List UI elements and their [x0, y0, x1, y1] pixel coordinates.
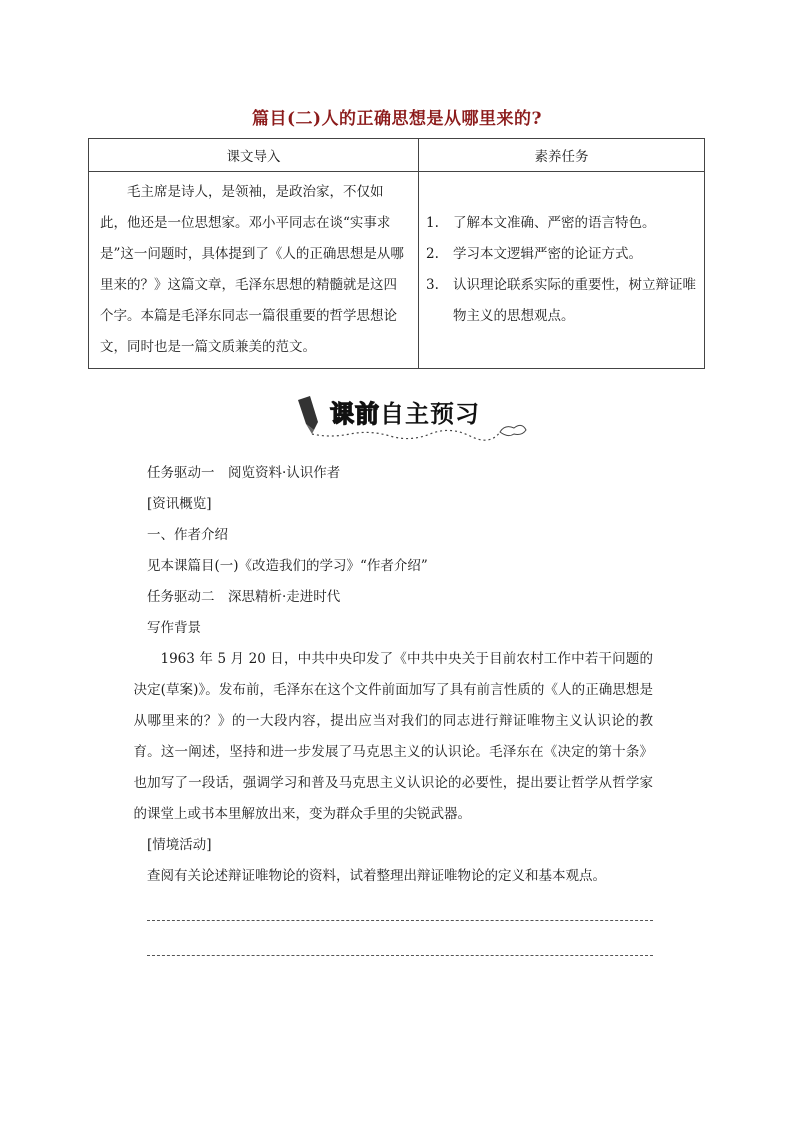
task-number: 1. — [426, 215, 439, 231]
answer-line[interactable] — [147, 920, 653, 921]
banner-part1: 课前 — [330, 400, 380, 428]
task-item — [426, 239, 697, 270]
content-body — [133, 458, 653, 990]
author-heading: 一、作者介绍 — [147, 527, 228, 543]
activity-prompt: 查阅有关论述辩证唯物论的资料，试着整理出辩证唯物论的定义和基本观点。 — [147, 868, 606, 884]
task-text: 认识理论联系实际的重要性，树立辩证唯物主义的思想观点。 — [453, 277, 696, 324]
table-header-row — [89, 139, 705, 172]
header-tasks: 素养任务 — [419, 139, 705, 172]
background-paragraph: 1963 年 5 月 20 日，中共中央印发了《中共中央关于目前农村工作中若干问题的决定(草案)》。发布前，毛泽东在这个文件前面加写了具有前言性质的《人的正确思想是从哪里来的？》的一大段内容，提出应当对我们的同志进行辩证唯物主义认识论的教育。这一阐述，坚持和进一步发展了马克思主义的认识论。毛泽东在《决定的第十条》也加写了一段话，强调学习和普及马克思主义认识论的必要性，提出要让哲学从哲学家的课堂上或书本里解放出来，变为群众手里的尖锐武器。 — [133, 651, 653, 822]
page-title: 篇目(二)人的正确思想是从哪里来的? — [251, 109, 543, 129]
task-number: 3. — [426, 277, 439, 293]
header-intro: 课文导入 — [89, 139, 419, 172]
banner-title — [330, 394, 480, 429]
intro-text: 毛主席是诗人，是领袖，是政治家，不仅如此，他还是一位思想家。邓小平同志在谈“实事求是”这一问题时，具体提到了《人的正确思想是从哪里来的？》这篇文章，毛泽东思想的精髓就是这四个字。本篇是毛泽东同志一篇很重要的哲学思想论文，同时也是一篇文质兼美的范文。 — [100, 184, 404, 355]
author-reference: 见本课篇目(一)《改造我们的学习》“作者介绍” — [147, 558, 428, 574]
intro-table — [88, 138, 705, 369]
task-item — [426, 270, 697, 332]
activity-label: [情境活动] — [147, 837, 212, 853]
intro-cell — [89, 172, 419, 369]
tasks-cell — [419, 172, 705, 369]
banner-part2: 自主预习 — [380, 400, 480, 428]
answer-line[interactable] — [147, 955, 653, 956]
task-text: 学习本文逻辑严密的论证方式。 — [453, 246, 642, 262]
table-body-row — [89, 172, 705, 369]
task2-heading: 任务驱动二 深思精析·走进时代 — [147, 589, 341, 605]
section-banner — [290, 394, 540, 444]
task-list — [420, 198, 703, 342]
task-number: 2. — [426, 246, 439, 262]
task1-heading: 任务驱动一 阅览资料·认识作者 — [147, 465, 341, 481]
info-label: [资讯概览] — [147, 496, 212, 512]
task-item — [426, 208, 697, 239]
background-heading: 写作背景 — [147, 620, 201, 636]
task-text: 了解本文准确、严密的语言特色。 — [453, 215, 656, 231]
